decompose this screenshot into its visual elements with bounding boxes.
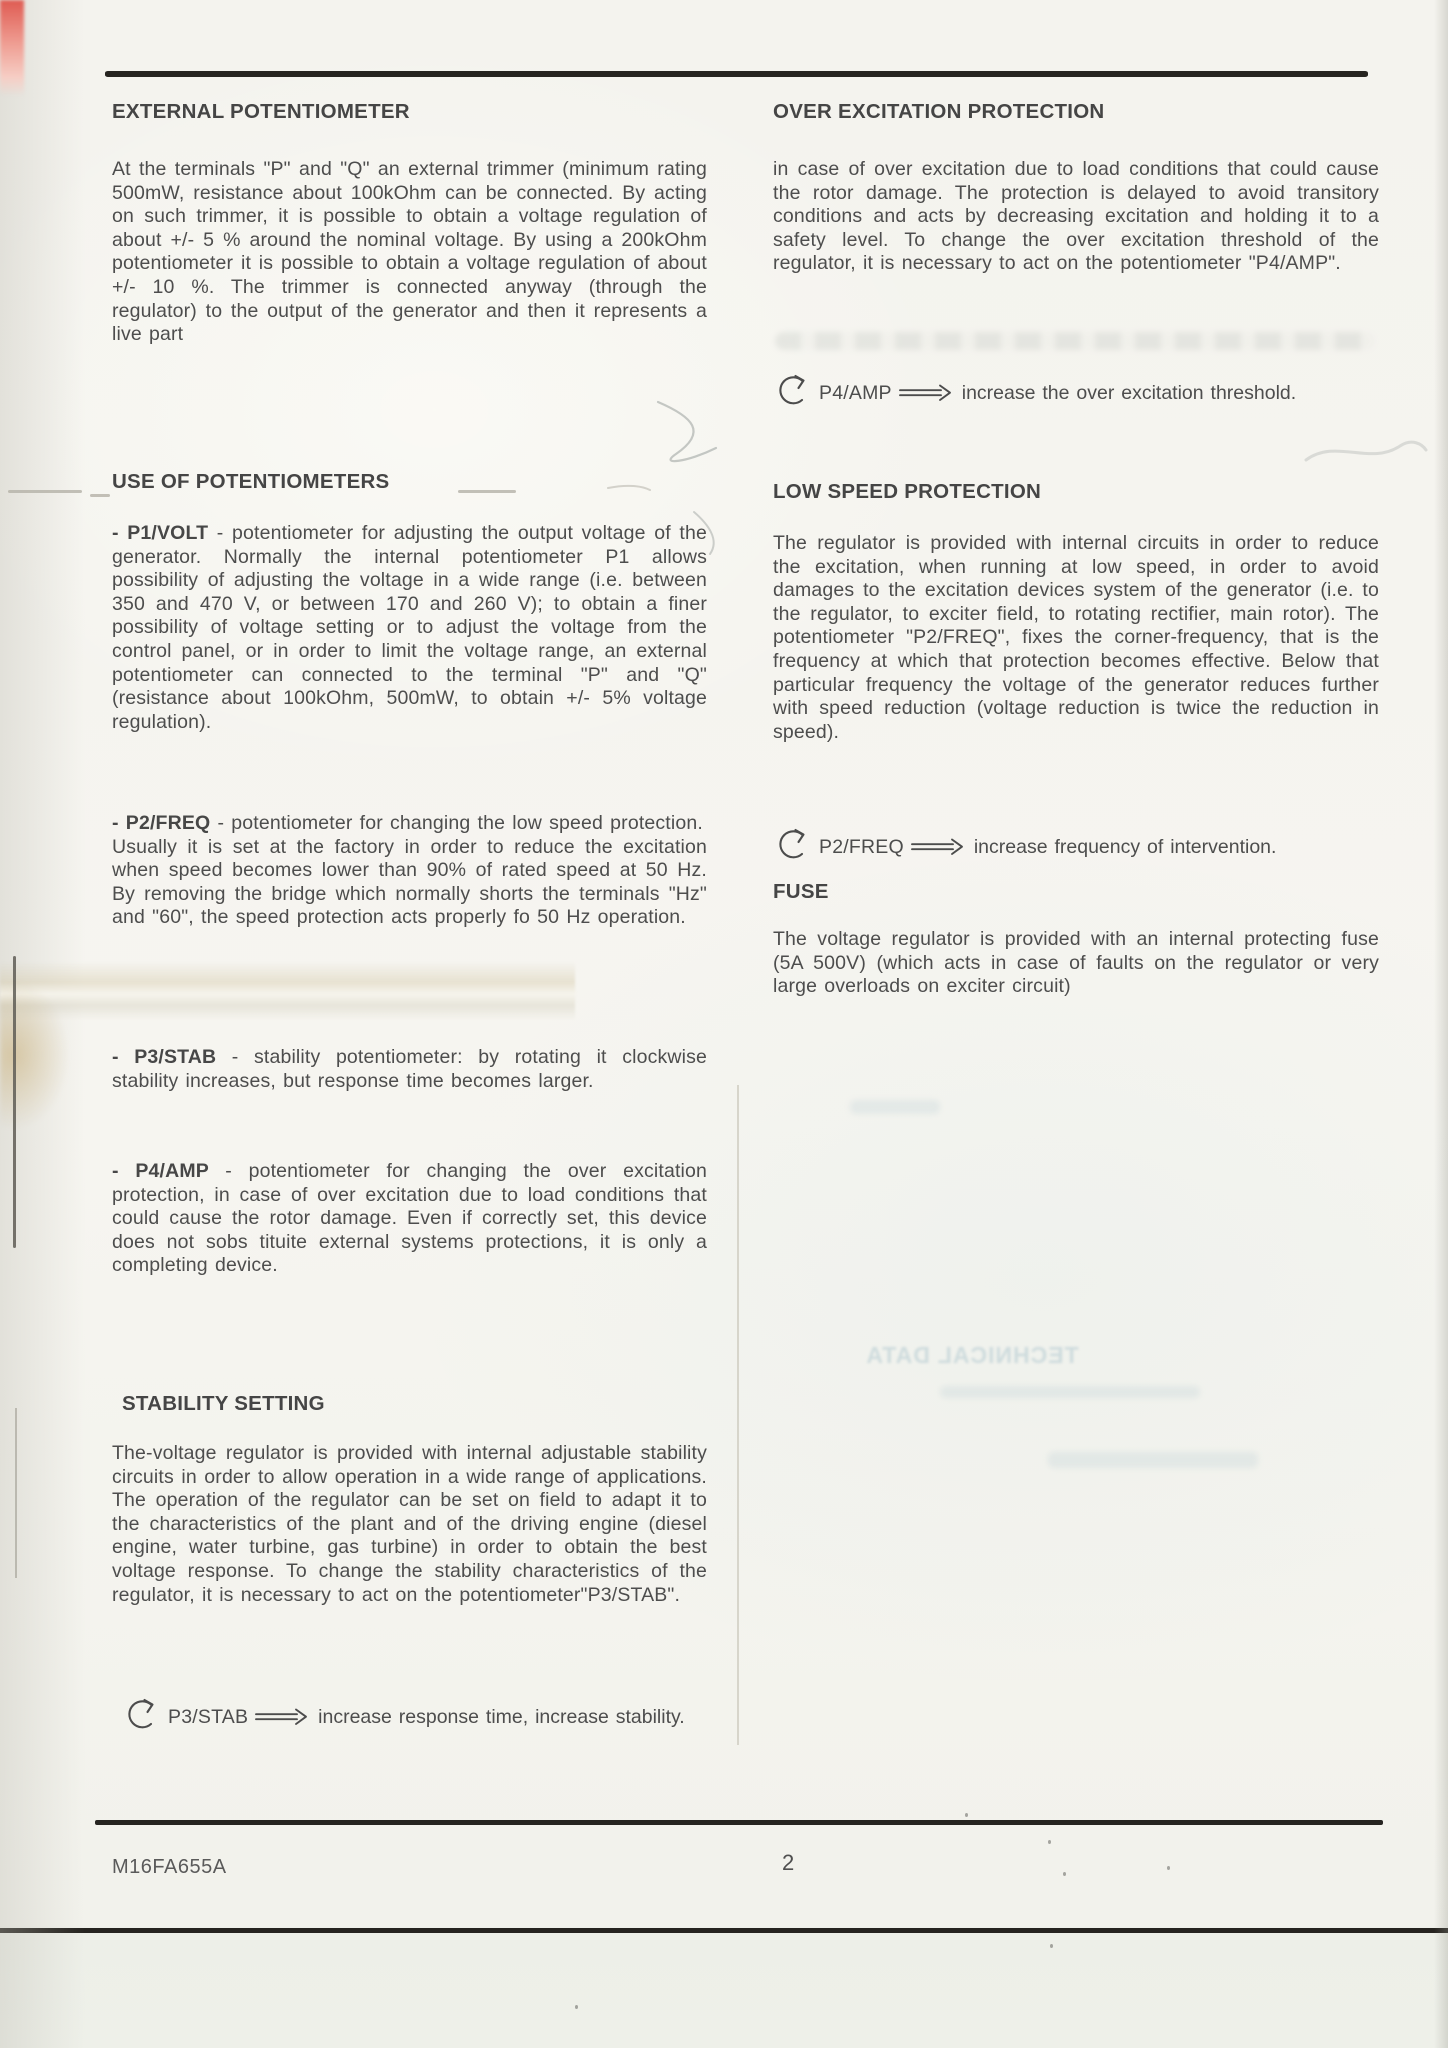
pot-text-p3: - stability potentiometer: by rotating it clockwise stability increases, but response time becomes larger. bbox=[112, 1046, 707, 1092]
bleed-through-strip bbox=[775, 332, 1375, 350]
paragraph-p4-amp bbox=[112, 1160, 707, 1278]
paragraph-p2-freq bbox=[112, 812, 707, 930]
top-rule bbox=[105, 71, 1368, 77]
section-heading-over-excitation: OVER EXCITATION PROTECTION bbox=[773, 100, 1105, 123]
pencil-dash bbox=[90, 494, 110, 497]
paragraph-p1-volt bbox=[112, 522, 707, 734]
scan-fold-line bbox=[13, 956, 16, 1248]
bleed-through-bar bbox=[940, 1386, 1200, 1398]
section-heading-low-speed: LOW SPEED PROTECTION bbox=[773, 480, 1042, 503]
scan-crease-band bbox=[0, 962, 575, 1020]
note-p4-amp bbox=[773, 362, 1296, 406]
pot-label-p3: - P3/STAB bbox=[112, 1046, 232, 1068]
pot-label-p2: - P2/FREQ bbox=[112, 812, 218, 834]
scan-underpage-edge bbox=[737, 1085, 739, 1745]
scan-speck bbox=[1050, 1944, 1053, 1948]
scan-tan-smudge bbox=[0, 980, 70, 1130]
section-heading-use-of-potentiometers: USE OF POTENTIOMETERS bbox=[112, 470, 390, 493]
pot-text-p4: - potentiometer for changing the over excitation protection, in case of over excitation due to load conditions that could cause the rotor damage. Even if correctly set, this device does not sobs tituite external systems protections, it is only a completing device. bbox=[112, 1160, 707, 1277]
note-p2-freq bbox=[773, 816, 1276, 860]
paragraph-fuse: The voltage regulator is provided with an internal protecting fuse (5A 500V) (which acts in case of faults on the regulator or very large overloads on exciter circuit) bbox=[773, 928, 1379, 998]
bottom-rule bbox=[0, 1928, 1448, 1933]
note-effect: increase the over excitation threshold. bbox=[961, 382, 1297, 404]
pot-text2-p2: Usually it is set at the factory in order to reduce the excitation when speed becomes lower than 90% of rated speed at 50 Hz. By removing the bridge which normally shorts the terminals "Hz" and "60", the speed protection acts properly fo 50 Hz operation. bbox=[112, 835, 707, 929]
scan-speck bbox=[1048, 1840, 1051, 1844]
paragraph-p3-stab bbox=[112, 1046, 707, 1093]
pot-label-p1: - P1/VOLT bbox=[112, 522, 217, 544]
note-pot-name: P2/FREQ bbox=[819, 836, 904, 858]
double-arrow-icon bbox=[254, 1707, 308, 1727]
scan-right-edge-shade bbox=[1434, 0, 1448, 2048]
section-heading-stability-setting: STABILITY SETTING bbox=[122, 1392, 325, 1415]
note-p3-stab bbox=[122, 1686, 685, 1730]
page-number: 2 bbox=[782, 1850, 795, 1875]
footer-rule bbox=[95, 1820, 1383, 1825]
pot-text-p2: - potentiometer for changing the low speed protection. bbox=[217, 812, 703, 834]
double-arrow-icon bbox=[898, 383, 952, 403]
scan-speck bbox=[1063, 1872, 1066, 1876]
paragraph-stability-setting: The-voltage regulator is provided with internal adjustable stability circuits in order to allow operation in a wide range of applications. The operation of the regulator can be set on field to adapt it to the characteristics of the plant and of the driving engine (diesel engine, water turbine, gas turbine) in order to obtain the best voltage response. To change the stability characteristics of the regulator, it is necessary to act on the potentiometer"P3/STAB". bbox=[112, 1442, 707, 1606]
section-heading-external-potentiometer: EXTERNAL POTENTIOMETER bbox=[112, 100, 410, 123]
rotate-clockwise-icon bbox=[122, 1692, 160, 1736]
pencil-dash bbox=[458, 490, 516, 493]
document-code: M16FA655A bbox=[112, 1856, 227, 1878]
note-pot-name: P4/AMP bbox=[819, 382, 892, 404]
pencil-dash bbox=[8, 490, 82, 493]
rotate-clockwise-icon bbox=[773, 822, 811, 866]
note-effect: increase response time, increase stability. bbox=[318, 1706, 685, 1728]
scan-fold-line-faint bbox=[15, 1408, 17, 1578]
bleed-through-text: TECHNICAL DATA bbox=[865, 1342, 1079, 1368]
note-pot-name: P3/STAB bbox=[168, 1706, 249, 1728]
bleed-through-bar bbox=[1048, 1452, 1258, 1468]
scan-speck bbox=[965, 1813, 968, 1817]
section-heading-fuse: FUSE bbox=[773, 880, 829, 903]
double-arrow-icon bbox=[910, 837, 964, 857]
scan-pink-smudge bbox=[0, 0, 24, 96]
scan-left-margin-shade bbox=[0, 0, 100, 2048]
note-effect: increase frequency of intervention. bbox=[973, 836, 1277, 858]
pot-text-p1: - potentiometer for adjusting the output voltage of the generator. Normally the internal potentiometer P1 allows possibility of adjusting the voltage in a wide range (i.e. between 350 and 470 V, or between 170 and 260 V); to obtain a finer possibility of voltage setting or to adjust the voltage from the control panel, or in order to limit the voltage range, an external potentiometer can connected to the terminal "P" and "Q" (resistance about 100kOhm, 500mW, to obtain +/- 5% voltage regulation). bbox=[112, 522, 707, 733]
bleed-through-bar bbox=[850, 1100, 940, 1114]
paragraph-low-speed: The regulator is provided with internal circuits in order to reduce the excitation, when running at low speed, in order to avoid damages to the excitation devices system of the generator (i.e. to the regulator, to exciter field, to rotating rectifier, main rotor). The potentiometer "P2/FREQ", fixes the corner-frequency, that is the frequency at which that protection becomes effective. Below that particular frequency the voltage of the generator reduces further with speed reduction (voltage reduction is twice the reduction in speed). bbox=[773, 532, 1379, 743]
rotate-clockwise-icon bbox=[773, 368, 811, 412]
scan-speck bbox=[575, 2005, 578, 2009]
pot-label-p4: - P4/AMP bbox=[112, 1160, 226, 1182]
paragraph-over-excitation: in case of over excitation due to load conditions that could cause the rotor damage. The protection is delayed to avoid transitory conditions and acts by decreasing excitation and holding it to a safety level. To change the over excitation threshold of the regulator, it is necessary to act on the potentiometer "P4/AMP". bbox=[773, 158, 1379, 275]
scan-speck bbox=[1167, 1866, 1170, 1870]
paragraph-external-potentiometer: At the terminals "P" and "Q" an external trimmer (minimum rating 500mW, resistance about 100kOhm can be connected. By acting on such trimmer, it is possible to obtain a voltage regulation of about +/- 5 % around the nominal voltage. By using a 200kOhm potentiometer it is possible to obtain a voltage regulation of about +/- 10 %. The trimmer is connected anyway (through the regulator) to the output of the generator and then it represents a live part bbox=[112, 158, 707, 346]
